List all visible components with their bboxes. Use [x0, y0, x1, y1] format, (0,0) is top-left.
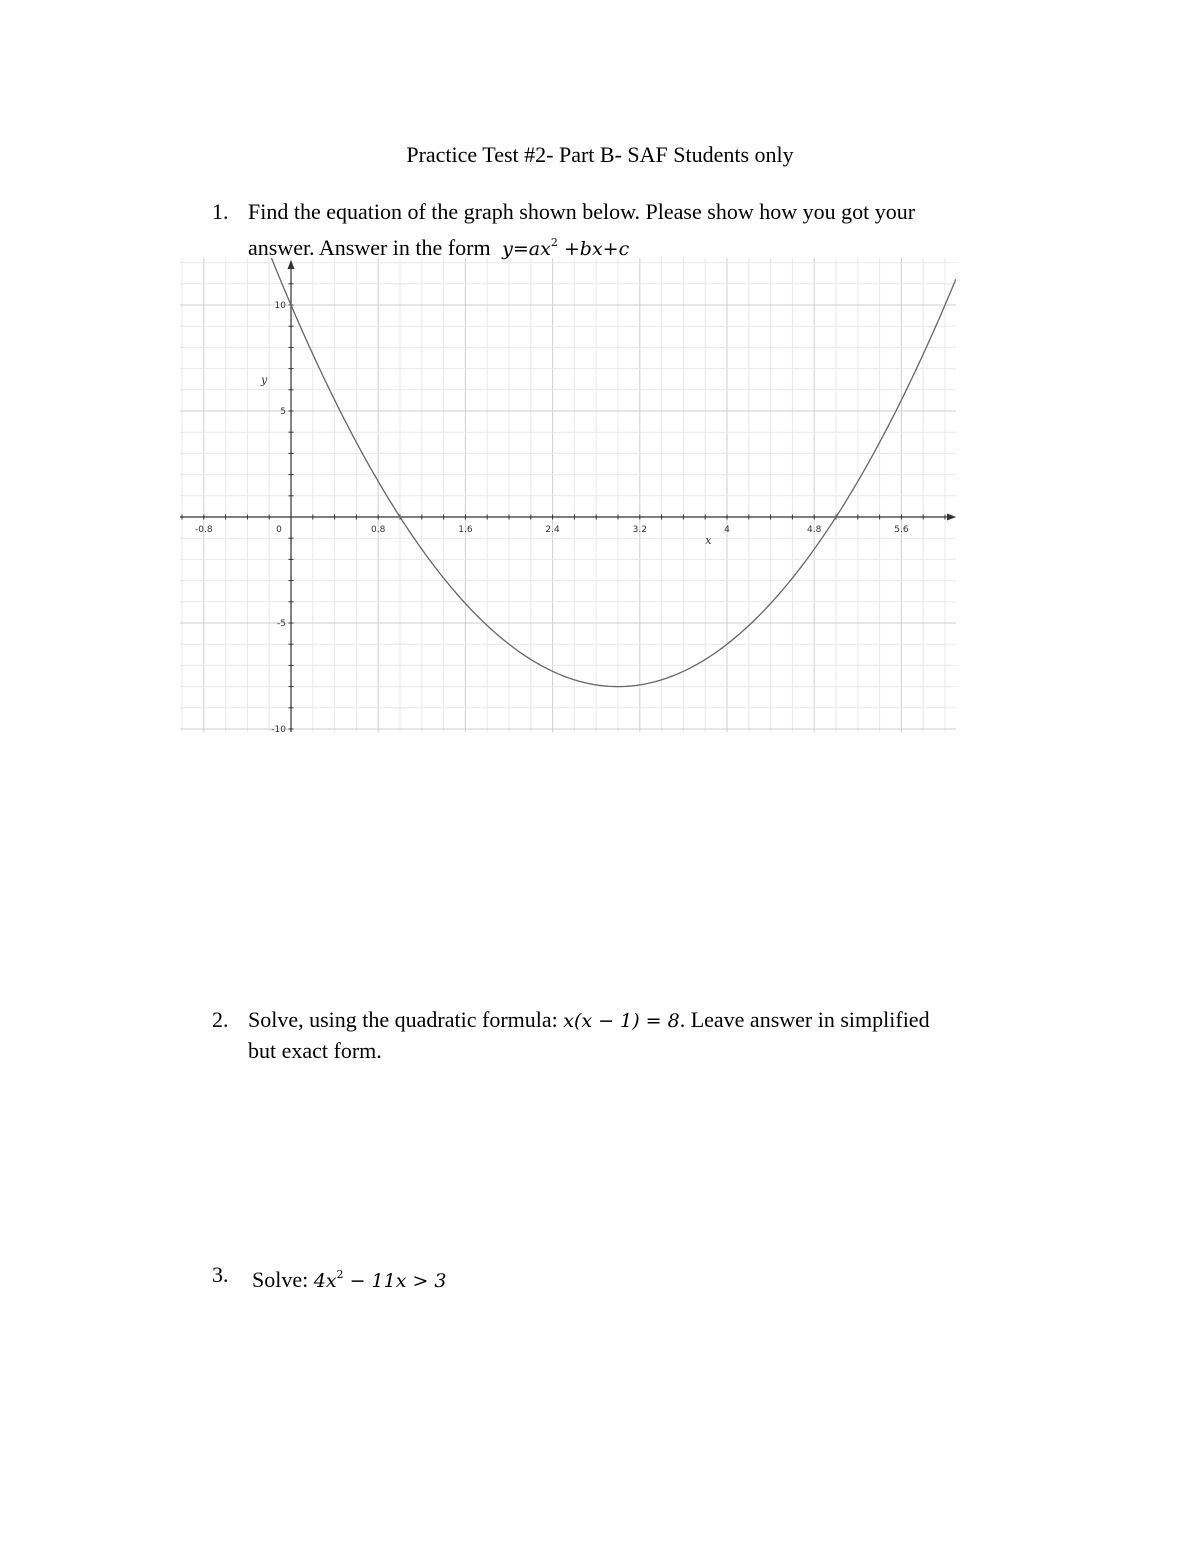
y-tick-label: 5	[280, 407, 286, 417]
x-tick-label: 4	[724, 525, 730, 535]
x-tick-label: 0.8	[371, 525, 386, 535]
inequality: $4x^2 - 11x > 3$	[313, 1268, 447, 1292]
parabola-graph	[180, 258, 956, 732]
equation: x(x − 1) = 8	[563, 1010, 680, 1032]
y-tick-label: 10	[274, 301, 286, 311]
question-text: Find the equation of the graph shown below. Please show how you got your	[248, 199, 916, 224]
x-tick-label: -0.8	[195, 525, 213, 535]
x-tick-label: 5.6	[894, 525, 909, 535]
x-tick-label: 2.4	[545, 525, 560, 535]
y-axis-label: y	[261, 373, 268, 387]
parabola-curve	[271, 258, 955, 686]
answer-form-label: answer. Answer in the form	[248, 235, 491, 260]
y-tick-label: -10	[271, 725, 286, 732]
question-number: 1.	[212, 199, 229, 224]
y-axis-arrow	[288, 260, 295, 269]
y-tick-label: -5	[277, 619, 286, 629]
x-axis-arrow	[947, 514, 956, 521]
question-number: 3.	[212, 1262, 229, 1287]
question-text-line2: but exact form.	[248, 1038, 382, 1063]
answer-form-equation: $y=ax^2 +bx+c$	[502, 236, 630, 260]
question-text: Solve, using the quadratic formula: x(x − 1) = 8. Leave answer in simplified	[248, 1007, 930, 1032]
x-tick-label: 3.2	[632, 525, 647, 535]
page-title: Practice Test #2- Part B- SAF Students only	[406, 142, 794, 167]
question-number: 2.	[212, 1007, 229, 1032]
x-tick-label: 1.6	[458, 525, 473, 535]
question-text: Solve: $4x^2 - 11x > 3$	[252, 1267, 447, 1292]
x-tick-label: 4.8	[807, 525, 822, 535]
x-tick-label: 0	[276, 525, 282, 535]
x-axis-label: x	[705, 534, 712, 547]
graph-grid	[180, 258, 956, 732]
